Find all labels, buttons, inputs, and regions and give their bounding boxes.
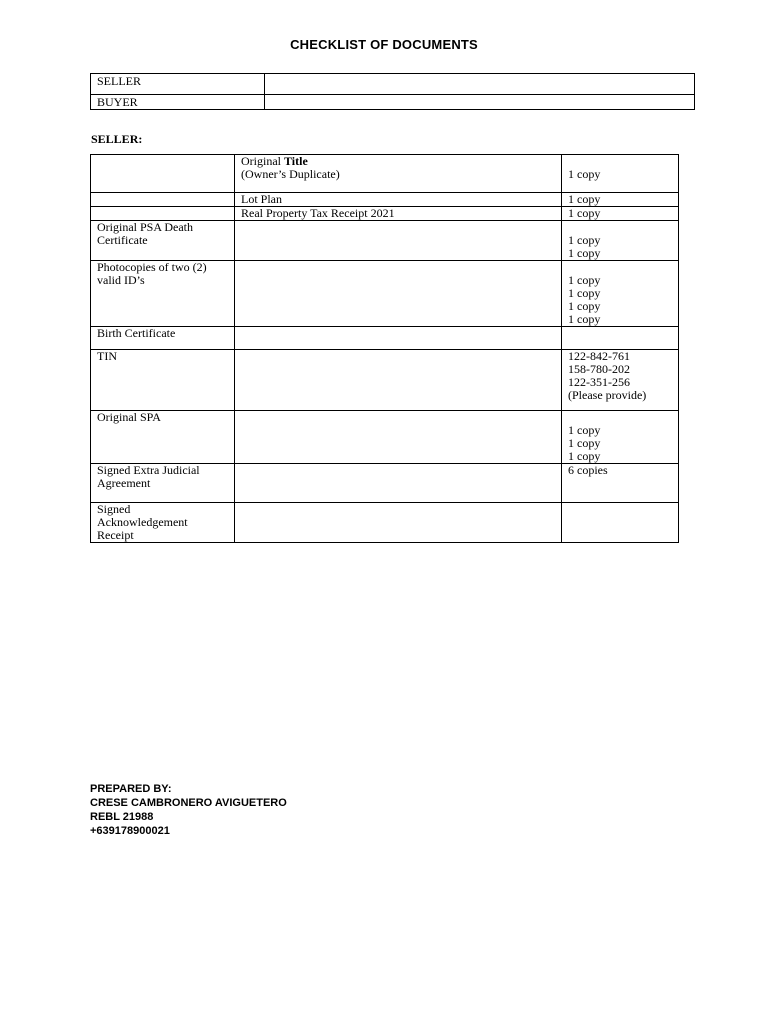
cell-line: Lot Plan [241,192,282,206]
document-name-cell [91,503,235,543]
cell-line: 122-351-256 [568,375,630,389]
party-row-buyer [91,95,695,110]
checklist-row [91,350,679,411]
cell-line: (Owner’s Duplicate) [241,167,340,181]
document-detail-cell [235,207,562,221]
checklist-row [91,193,679,207]
document-detail-cell [235,411,562,464]
document-title: CHECKLIST OF DOCUMENTS [290,37,478,52]
document-name-cell [91,261,235,327]
quantity-cell [562,221,679,261]
checklist-row [91,155,679,193]
cell-line: 1 copy [568,167,601,181]
document-name-cell [91,207,235,221]
checklist-row [91,261,679,327]
cell-line: Acknowledgement [97,515,188,529]
document-detail-cell [235,350,562,411]
cell-text: Original [241,154,284,168]
checklist-row [91,327,679,350]
quantity-cell [562,327,679,350]
cell-line: Signed Extra Judicial [97,463,200,477]
cell-line: 1 copy [568,233,601,247]
cell-line: 1 copy [568,273,601,287]
cell-line: 1 copy [568,246,601,260]
cell-line: Signed [97,502,131,516]
document-name-cell [91,221,235,261]
cell-line: Certificate [97,233,148,247]
cell-line: 1 copy [568,206,601,220]
quantity-cell [562,261,679,327]
preparer-name: CRESE CAMBRONERO AVIGUETERO [90,797,287,809]
cell-line: Agreement [97,476,151,490]
cell-line: 1 copy [568,299,601,313]
cell-line: TIN [97,349,117,363]
document-detail-cell [235,464,562,503]
cell-line: 1 copy [568,436,601,450]
party-label: BUYER [91,95,265,110]
checklist-row [91,221,679,261]
cell-text-bold: Title [284,154,308,168]
quantity-cell [562,155,679,193]
quantity-cell [562,411,679,464]
document-name-cell [91,411,235,464]
cell-line: Receipt [97,528,134,542]
document-detail-cell [235,261,562,327]
party-table [90,73,695,110]
party-row-seller [91,74,695,95]
document-detail-cell [235,221,562,261]
preparer-license: REBL 21988 [90,811,154,823]
quantity-cell [562,207,679,221]
checklist-row [91,411,679,464]
cell-line: Real Property Tax Receipt 2021 [241,206,395,220]
checklist-row [91,503,679,543]
prepared-by-label: PREPARED BY: [90,783,172,795]
section-label: SELLER: [91,132,143,146]
checklist-row [91,207,679,221]
cell-line: 1 copy [568,286,601,300]
preparer-phone: +639178900021 [90,825,170,837]
cell-line: 122-842-761 [568,349,630,363]
quantity-cell [562,350,679,411]
document-detail-cell [235,327,562,350]
prepared-by-block [90,782,287,838]
cell-line: Original PSA Death [97,220,193,234]
checklist-row [91,464,679,503]
documents-checklist-table [90,154,679,543]
cell-line: 6 copies [568,463,608,477]
quantity-cell [562,193,679,207]
party-value [265,74,695,95]
quantity-cell [562,464,679,503]
document-detail-cell [235,155,562,193]
cell-line: Birth Certificate [97,326,176,340]
document-detail-cell [235,193,562,207]
cell-line: 1 copy [568,423,601,437]
quantity-cell [562,503,679,543]
cell-line: (Please provide) [568,388,647,402]
document-name-cell [91,350,235,411]
cell-line: Original SPA [97,410,161,424]
cell-line: valid ID’s [97,273,145,287]
document-name-cell [91,464,235,503]
cell-line: Photocopies of two (2) [97,260,207,274]
document-name-cell [91,155,235,193]
cell-line: 1 copy [568,449,601,463]
document-name-cell [91,327,235,350]
document-name-cell [91,193,235,207]
cell-line: 1 copy [568,312,601,326]
document-detail-cell [235,503,562,543]
cell-line: 158-780-202 [568,362,630,376]
party-value [265,95,695,110]
party-label: SELLER [91,74,265,95]
cell-line: 1 copy [568,192,601,206]
